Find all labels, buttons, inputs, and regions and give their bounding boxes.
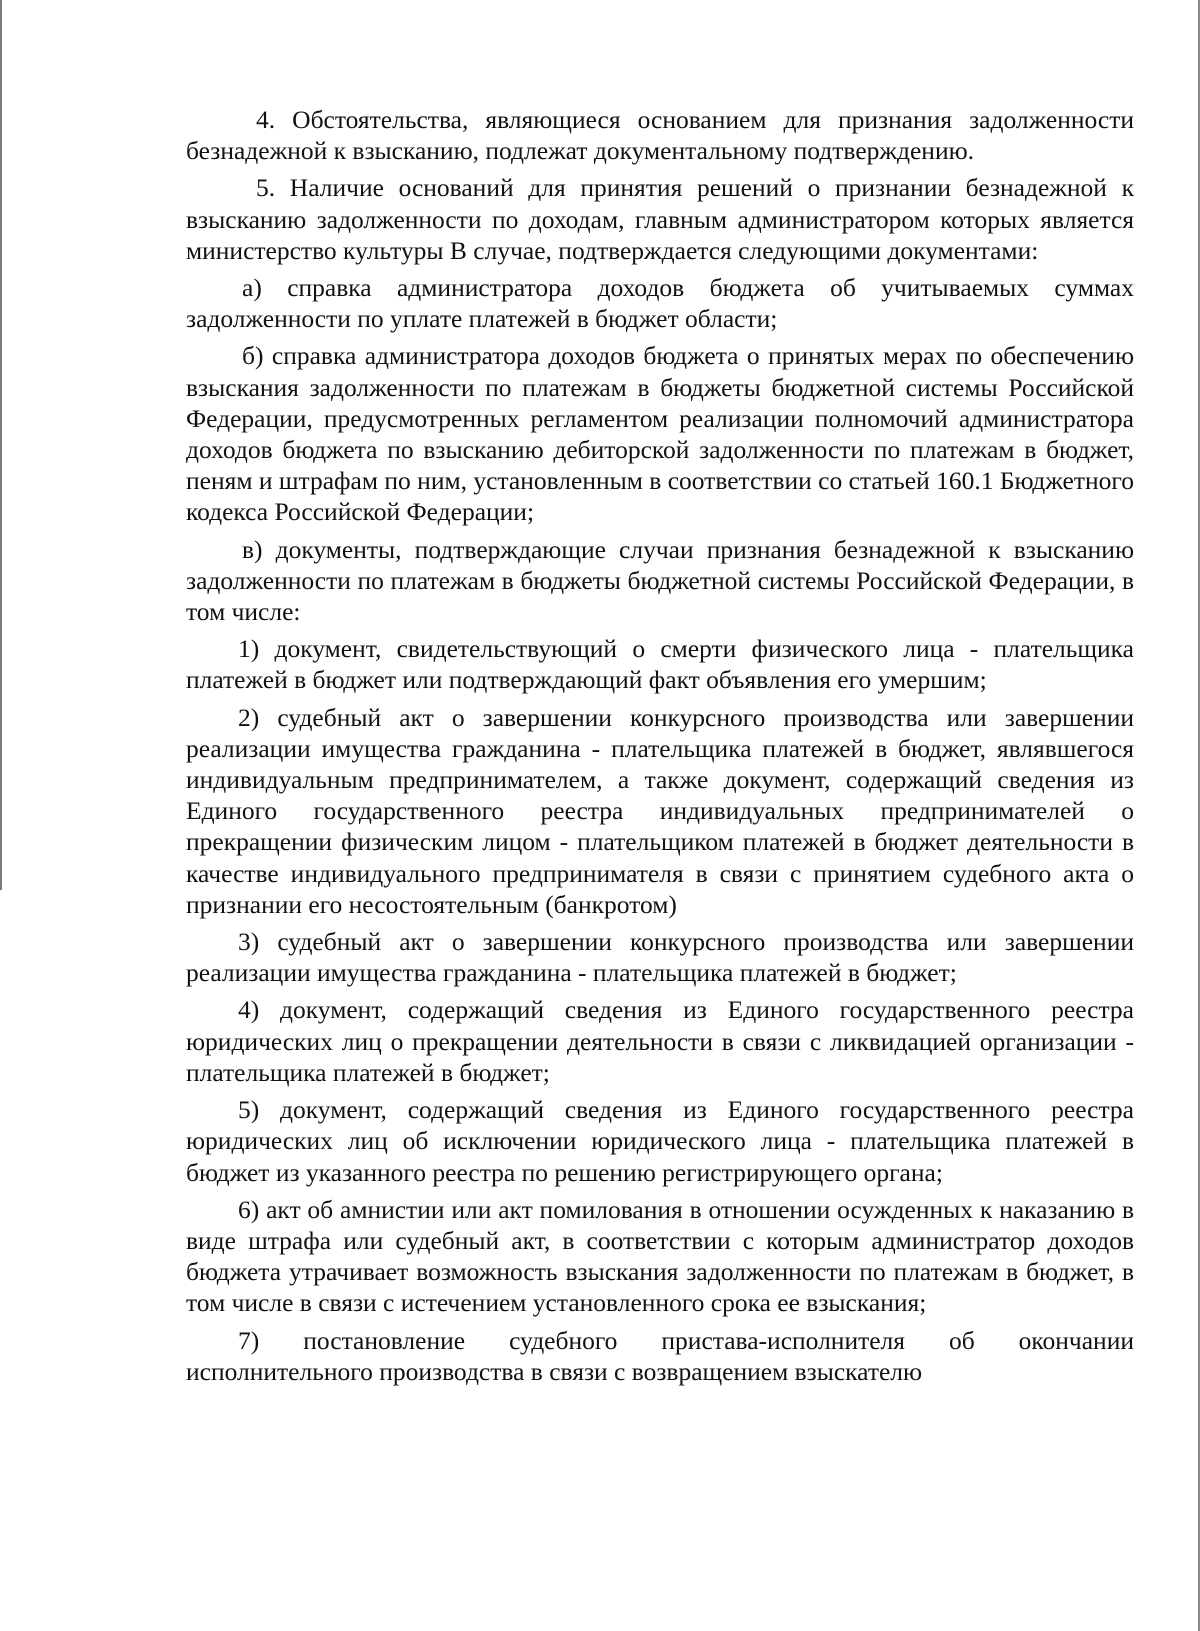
list-item-7: 7) постановление судебного пристава-исполнителя об окончании исполнительного производства в связи с возвращением взыскателю: [186, 1325, 1134, 1386]
list-item-v: в) документы, подтверждающие случаи признания безнадежной к взысканию задолженности по платежам в бюджеты бюджетной системы Российской Федерации, в том числе:: [186, 534, 1134, 627]
list-item-6: 6) акт об амнистии или акт помилования в отношении осужденных к наказанию в виде штрафа или судебный акт, в соответствии с которым администратор доходов бюджета утрачивает возможность взыскания задолженности по платежам в бюджет, в том числе в связи с истечением установленного срока ее взыскания;: [186, 1194, 1134, 1318]
list-item-2: 2) судебный акт о завершении конкурсного производства или завершении реализации имущества гражданина - плательщика платежей в бюджет, являвшегося индивидуальным предпринимателем, а также документ, содержащий сведения из Единого государственного реестра индивидуальных предпринимателей о прекращении физическим лицом - плательщиком платежей в бюджет деятельности в качестве индивидуального предпринимателя в связи с принятием судебного акта о признании его несостоятельным (банкротом): [186, 702, 1134, 919]
list-item-a: а) справка администратора доходов бюджета об учитываемых суммах задолженности по уплате платежей в бюджет области;: [186, 273, 1134, 334]
paragraph-5-grounds: 5. Наличие оснований для принятия решений о признании безнадежной к взысканию задолженности по доходам, главным администратором которых является министерство культуры В случае, подтверждается следующими документами:: [186, 173, 1134, 265]
list-item-5: 5) документ, содержащий сведения из Единого государственного реестра юридических лиц об исключении юридического лица - плательщика платежей в бюджет из указанного реестра по решению регистрирующего органа;: [186, 1095, 1134, 1187]
list-item-1: 1) документ, свидетельствующий о смерти физического лица - плательщика платежей в бюджет или подтверждающий факт объявления его умершим;: [186, 634, 1134, 695]
scan-edge-left: [0, 0, 2, 890]
list-item-4: 4) документ, содержащий сведения из Единого государственного реестра юридических лиц о прекращении деятельности в связи с ликвидацией организации - плательщика платежей в бюджет;: [186, 995, 1134, 1087]
paragraph-4-circumstances: 4. Обстоятельства, являющиеся основанием для признания задолженности безнадежной к взысканию, подлежат документальному подтверждению.: [186, 105, 1134, 166]
list-item-b: б) справка администратора доходов бюджета о принятых мерах по обеспечению взыскания задолженности по платежам в бюджеты бюджетной системы Российской Федерации, предусмотренных регламентом реализации полномочий администратора доходов бюджета по взысканию дебиторской задолженности по платежам в бюджет, пеням и штрафам по ним, установленным в соответствии со статьей 160.1 Бюджетного кодекса Российской Федерации;: [186, 341, 1134, 527]
document-body: [186, 104, 1134, 1393]
list-item-3: 3) судебный акт о завершении конкурсного производства или завершении реализации имущества гражданина - плательщика платежей в бюджет;: [186, 927, 1134, 988]
